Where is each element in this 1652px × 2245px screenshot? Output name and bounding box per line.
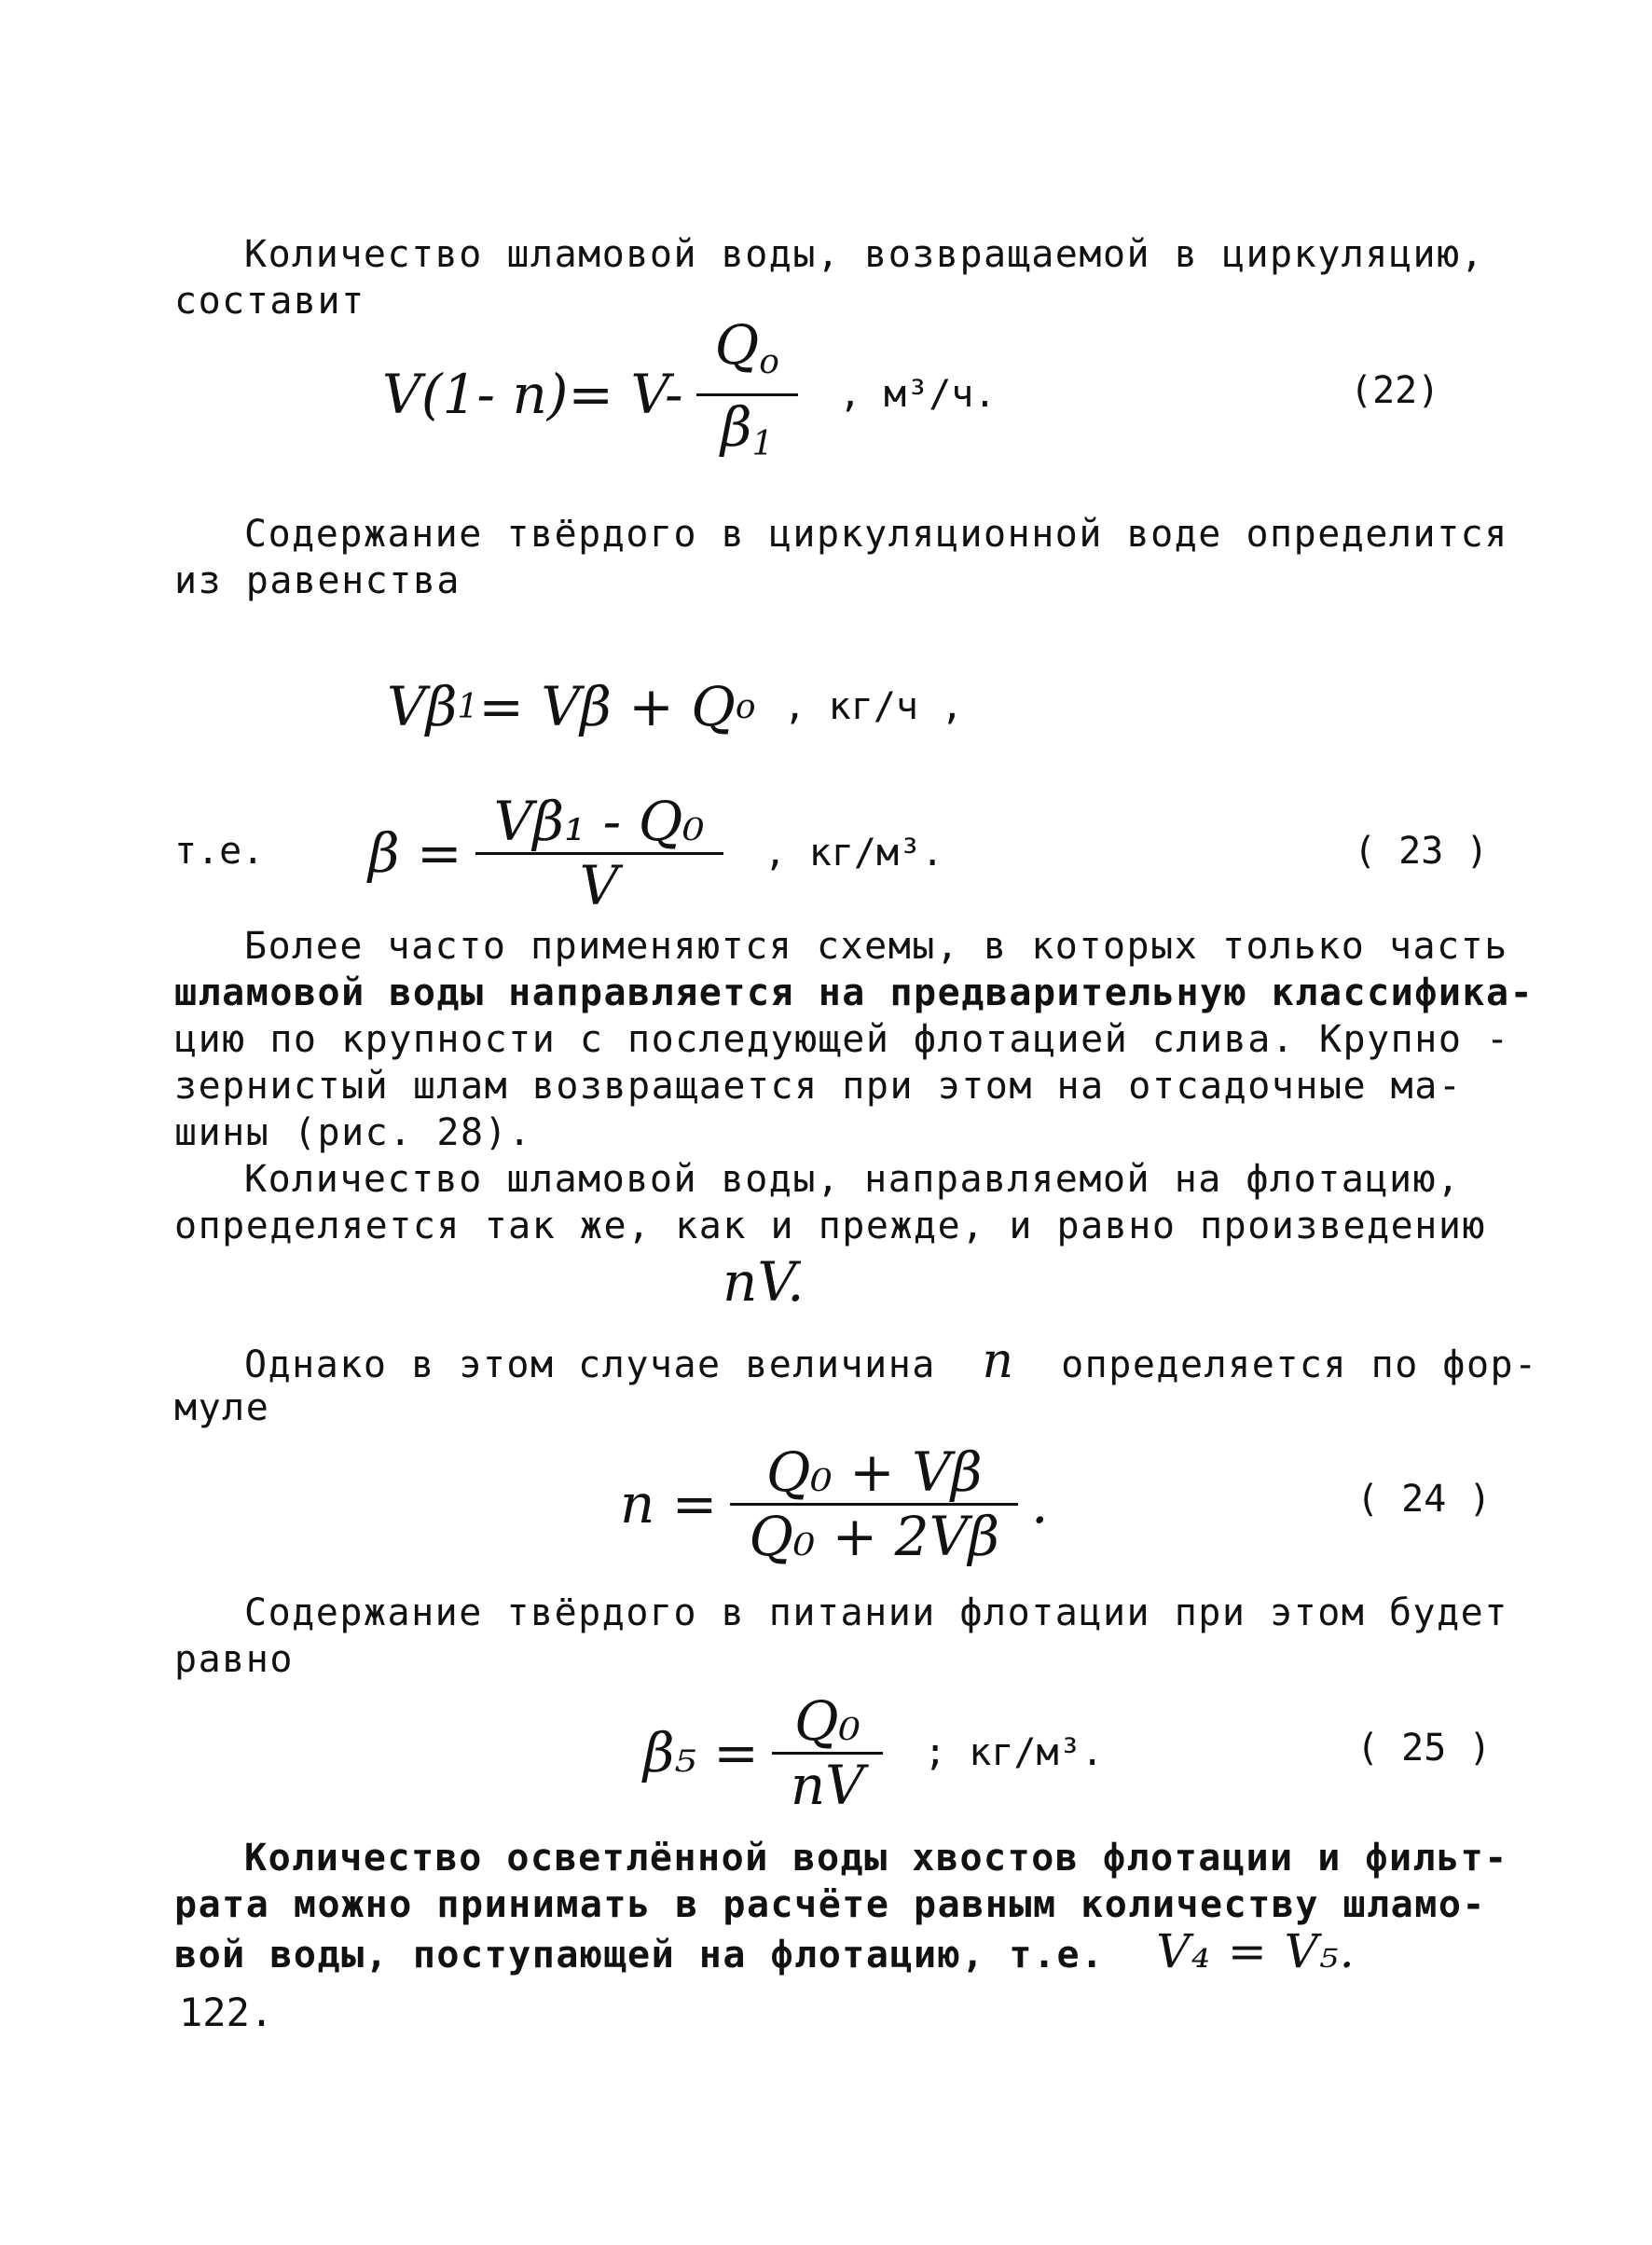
formula-25-numerator: Q₀	[794, 1688, 860, 1753]
paragraph-4-line-2: определяется так же, как и прежде, и равно произведению	[174, 1205, 1487, 1247]
paragraph-7-line-1: Количество осветлённой воды хвостов флотации и фильт-	[244, 1837, 1508, 1880]
paragraph-7-line-3: вой воды, поступающей на флотацию, т.е. V₄ = V₅.	[174, 1924, 1356, 1978]
paragraph-3-line-1: Более часто применяются схемы, в которых только часть	[244, 925, 1508, 968]
paragraph-2-line-2: из равенства	[174, 559, 461, 602]
formula-23-unit: , кг/м³.	[764, 832, 944, 875]
paragraph-6-line-2: равно	[174, 1638, 294, 1681]
formula-v4-v5: V₄ = V₅.	[1156, 1924, 1356, 1978]
formula-23-prefix: т.е.	[174, 830, 265, 873]
formula-23	[368, 783, 943, 923]
paragraph-2-line-1: Содержание твёрдого в циркуляционной воде определится	[244, 513, 1508, 556]
paragraph-1-line-1: Количество шламовой воды, возвращаемой в циркуляцию,	[244, 233, 1485, 276]
formula-balance-lhs-sub: 1	[457, 687, 479, 726]
paragraph-1-line-2: составит	[174, 280, 365, 323]
formula-22-fraction	[696, 314, 798, 475]
formula-23-lhs: β =	[368, 821, 462, 885]
formula-nv: nV.	[723, 1250, 805, 1314]
equation-number-22: (22)	[1350, 369, 1440, 412]
formula-balance-unit: , кг/ч ,	[783, 685, 964, 728]
formula-23-denominator: V	[579, 853, 619, 917]
paragraph-5-line-2: муле	[174, 1386, 270, 1429]
paragraph-3-line-3: цию по крупности с последующей флотацией слива. Крупно -	[174, 1018, 1510, 1061]
formula-22-numerator: $Q_o$	[714, 312, 779, 381]
paragraph-6-line-1: Содержание твёрдого в питании флотации при этом будет	[244, 1591, 1508, 1634]
formula-25-fraction	[772, 1690, 883, 1816]
equation-number-23: ( 23 )	[1354, 830, 1489, 873]
page-number: 122.	[179, 1990, 274, 2035]
formula-25-denominator: nV	[790, 1753, 865, 1817]
formula-25-lhs: β₅ =	[643, 1721, 759, 1784]
paragraph-3-line-5: шины (рис. 28).	[174, 1111, 532, 1154]
formula-23-fraction	[475, 791, 723, 916]
formula-balance-rhs-sub: o	[735, 687, 756, 726]
paragraph-4-line-1: Количество шламовой воды, направляемой на флотацию,	[244, 1158, 1461, 1201]
equation-number-25: ( 25 )	[1356, 1727, 1492, 1770]
formula-balance-lhs: Vβ	[387, 675, 458, 738]
formula-25-unit: ; кг/м³.	[924, 1731, 1104, 1774]
formula-25	[643, 1683, 1104, 1823]
paragraph-3-line-2: шламовой воды направляется на предварительную классифика-	[174, 971, 1535, 1014]
formula-24-fraction	[730, 1441, 1018, 1567]
formula-22	[382, 312, 997, 464]
formula-balance-rhs: = Vβ + Q	[478, 675, 736, 738]
formula-22-lhs: V(1- n)= V-	[382, 363, 683, 426]
formula-24-lhs: n =	[620, 1472, 718, 1536]
variable-n: n	[982, 1333, 1015, 1389]
formula-23-numerator: Vβ₁ - Q₀	[493, 789, 705, 853]
formula-24	[620, 1434, 1048, 1574]
paragraph-5-line-1: Однако в этом случае величина n определяется по фор-	[244, 1333, 1538, 1389]
formula-22-denominator: $\beta_1$	[721, 394, 774, 463]
formula-balance	[387, 669, 963, 744]
paragraph-3-line-4: зернистый шлам возвращается при этом на отсадочные ма-	[174, 1065, 1463, 1108]
formula-24-dot: .	[1030, 1472, 1049, 1536]
formula-22-unit: , м³/ч.	[838, 373, 997, 416]
paragraph-7-line-2: рата можно принимать в расчёте равным количеству шламо-	[174, 1883, 1487, 1926]
formula-24-numerator: Q₀ + Vβ	[765, 1439, 983, 1504]
formula-24-denominator: Q₀ + 2Vβ	[749, 1504, 999, 1568]
equation-number-24: ( 24 )	[1356, 1478, 1492, 1521]
